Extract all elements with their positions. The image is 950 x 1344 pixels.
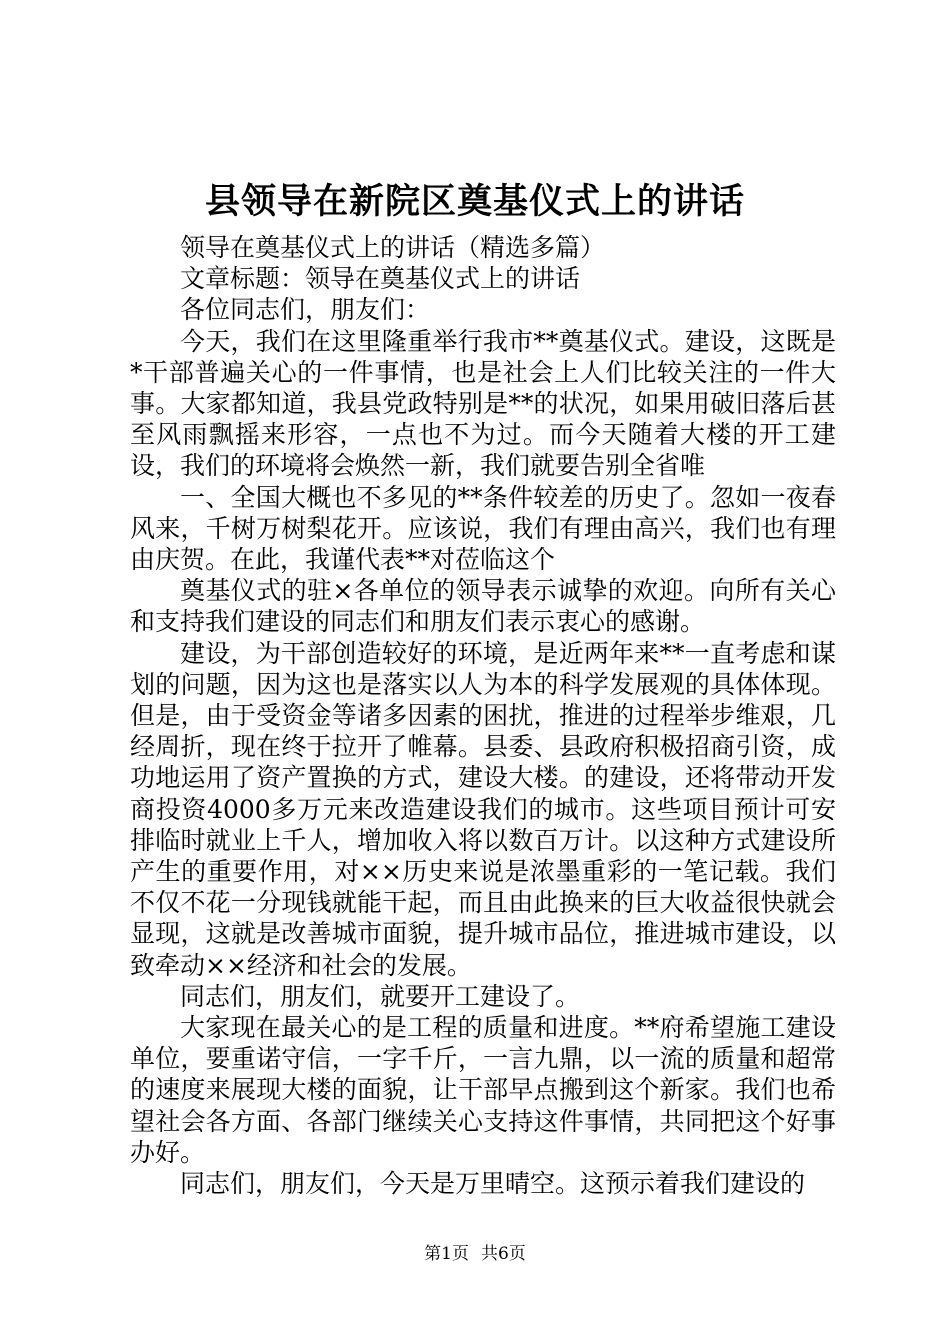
page-number: 第1页 (424, 1244, 469, 1264)
paragraph: 今天，我们在这里隆重举行我市**奠基仪式。建设，这既是*干部普遍关心的一件事情，也是社会上人们比较关注的一件大事。大家都知道，我县党政特别是**的状况，如果用破旧落后甚至风雨飘摇来形容，一点也不为过。而今天随着大楼的开工建设，我们的环境将会焕然一新，我们就要告别全省唯 (130, 326, 836, 481)
page-total: 共6页 (481, 1244, 526, 1264)
paragraph: 建设，为干部创造较好的环境，是近两年来**一直考虑和谋划的问题，因为这也是落实以人为本的科学发展观的具体体现。但是，由于受资金等诸多因素的困扰，推进的过程举步维艰，几经周折，现在终于拉开了帷幕。县委、县政府积极招商引资，成功地运用了资产置换的方式，建设大楼。的建设，还将带动开发商投资4000多万元来改造建设我们的城市。这些项目预计可安排临时就业上千人，增加收入将以数百万计。以这种方式建设所产生的重要作用，对××历史来说是浓墨重彩的一笔记载。我们不仅不花一分现钱就能干起，而且由此换来的巨大收益很快就会显现，这就是改善城市面貌，提升城市品位，推进城市建设，以致牵动××经济和社会的发展。 (130, 638, 836, 980)
paragraph: 一、全国大概也不多见的**条件较差的历史了。忽如一夜春风来，千树万树梨花开。应该说，我们有理由高兴，我们也有理由庆贺。在此，我谨代表**对莅临这个 (130, 482, 836, 575)
paragraph-subtitle: 领导在奠基仪式上的讲话（精选多篇） (180, 233, 606, 262)
document-title: 县领导在新院区奠基仪式上的讲话 (204, 181, 745, 222)
paragraph: 同志们，朋友们，今天是万里晴空。这预示着我们建设的 (180, 1169, 806, 1199)
paragraph: 大家现在最关心的是工程的质量和进度。**府希望施工建设单位，要重诺守信，一字千斤，一言九鼎，以一流的质量和超常的速度来展现大楼的面貌，让干部早点搬到这个新家。我们也希望社会各方面、各部门继续关心支持这件事情，共同把这个好事办好。 (130, 1013, 836, 1167)
paragraph-salutation: 各位同志们，朋友们： (180, 295, 431, 325)
paragraph: 奠基仪式的驻×各单位的领导表示诚挚的欢迎。向所有关心和支持我们建设的同志们和朋友们表示衷心的感谢。 (130, 576, 836, 637)
paragraph-article-title: 文章标题：领导在奠基仪式上的讲话 (180, 264, 581, 294)
page-footer (0, 1242, 950, 1266)
paragraph: 同志们，朋友们，就要开工建设了。 (180, 981, 581, 1011)
document-body (130, 232, 836, 1199)
